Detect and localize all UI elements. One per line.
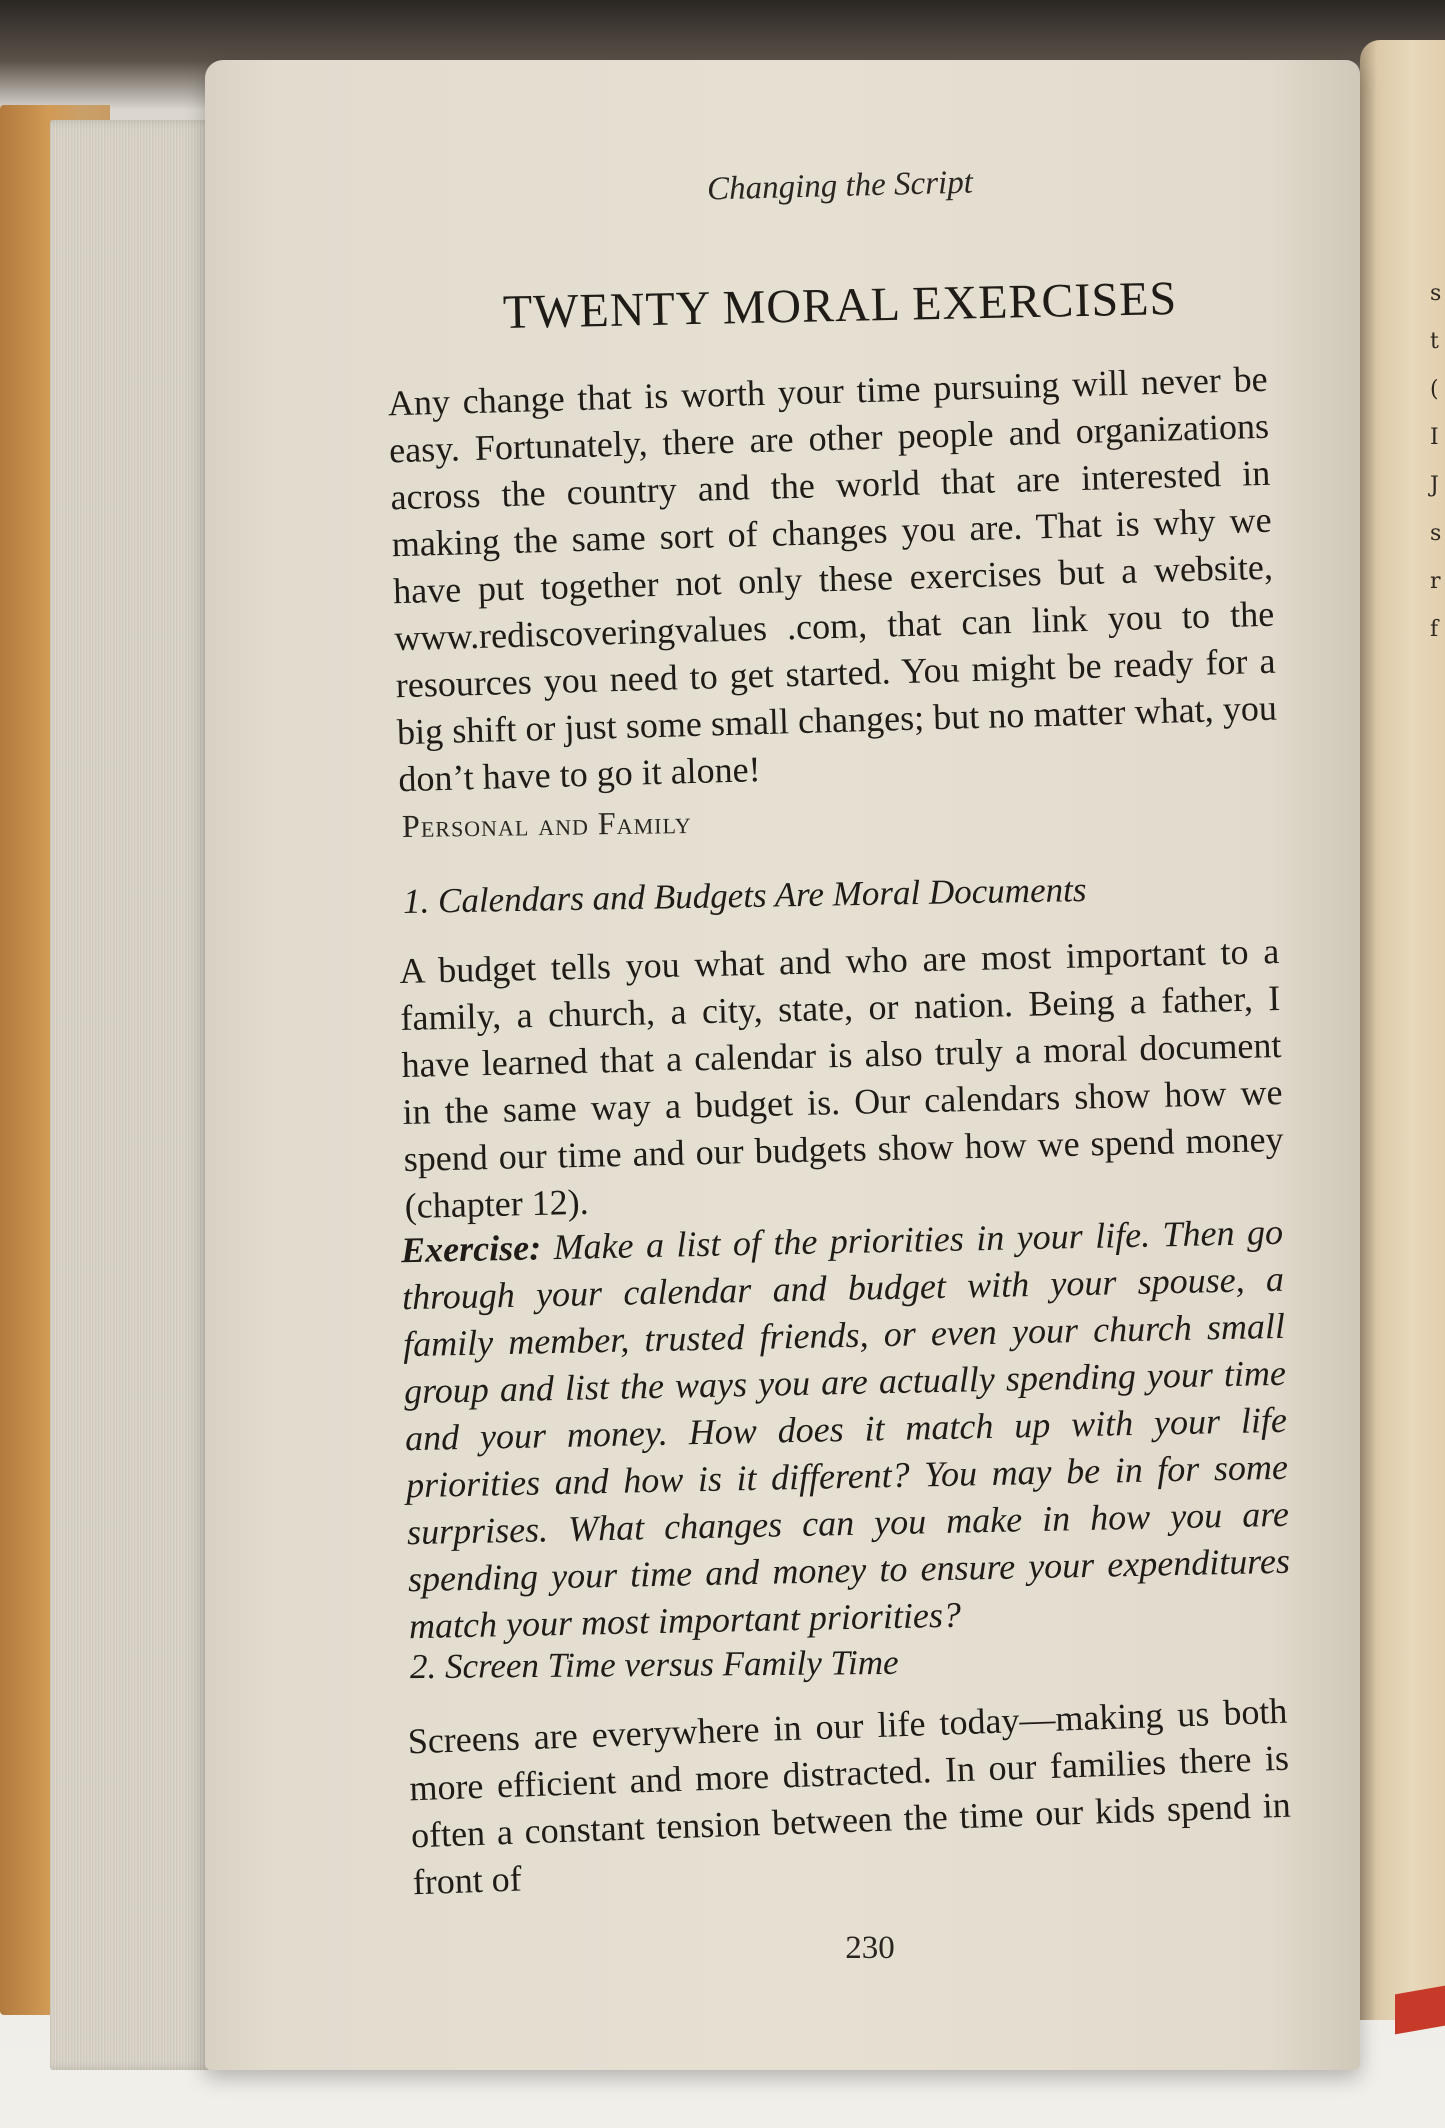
running-head: Changing the Script — [706, 164, 974, 208]
intro-paragraph: Any change that is worth your time pursuing will never be easy. Fortunately, there are other people and organizations across the country and the world that are interested in making the same sort of changes you are. That is why we have put together not only these exercises but a website, www.rediscoveringvalues .com, that can link you to the resources you need to get started. You might be ready for a big shift or just some small changes; but no matter what, you don’t have to go it alone! — [387, 358, 1278, 800]
exercise-2-heading: 2. Screen Time versus Family Time — [409, 1642, 899, 1687]
section-heading: Personal and Family — [401, 803, 692, 845]
page-edges — [50, 120, 215, 2070]
facing-page-fragment: r — [1430, 569, 1441, 594]
facing-page-fragment: t — [1430, 329, 1439, 354]
facing-page-fragment: s — [1430, 521, 1442, 546]
exercise-2-body: Screens are everywhere in our life today—making us both more efficient and more distracted. In our families there is often a constant tension between the time our kids spend in front of — [407, 1690, 1292, 1903]
exercise-1-instructions — [401, 1209, 1292, 1650]
facing-page-text — [1430, 270, 1445, 654]
facing-page-fragment: J — [1430, 473, 1439, 498]
exercise-1-heading: 1. Calendars and Budgets Are Moral Documents — [402, 870, 1087, 921]
facing-page-fragment: ( — [1430, 377, 1439, 402]
facing-page-fragment: s — [1430, 281, 1442, 306]
exercise-text: Make a list of the priorities in your life. Then go through your calendar and budget with your spouse, a family member, trusted friends, or even your church small group and list the ways you are actually spending your time and your money. How does it match up with your life priorities and how is it different? You may be in for some surprises. What changes can you make in how you are spending your time and money to ensure your expenditures match your most important priorities? — [401, 1211, 1291, 1647]
page-number: 230 — [845, 1930, 895, 1966]
facing-page-fragment: f — [1430, 617, 1439, 642]
exercise-label: Exercise: — [400, 1227, 542, 1271]
chapter-title: TWENTY MORAL EXERCISES — [502, 271, 1178, 340]
facing-page-fragment: I — [1430, 425, 1439, 450]
exercise-1-body: A budget tells you what and who are most important to a family, a church, a city, state, or nation. Being a father, I have learned that a calendar is also truly a moral document in the same way a budget is. Our calendars show how we spend our time and our budgets show how we spend money (chapter 12). — [398, 931, 1284, 1226]
